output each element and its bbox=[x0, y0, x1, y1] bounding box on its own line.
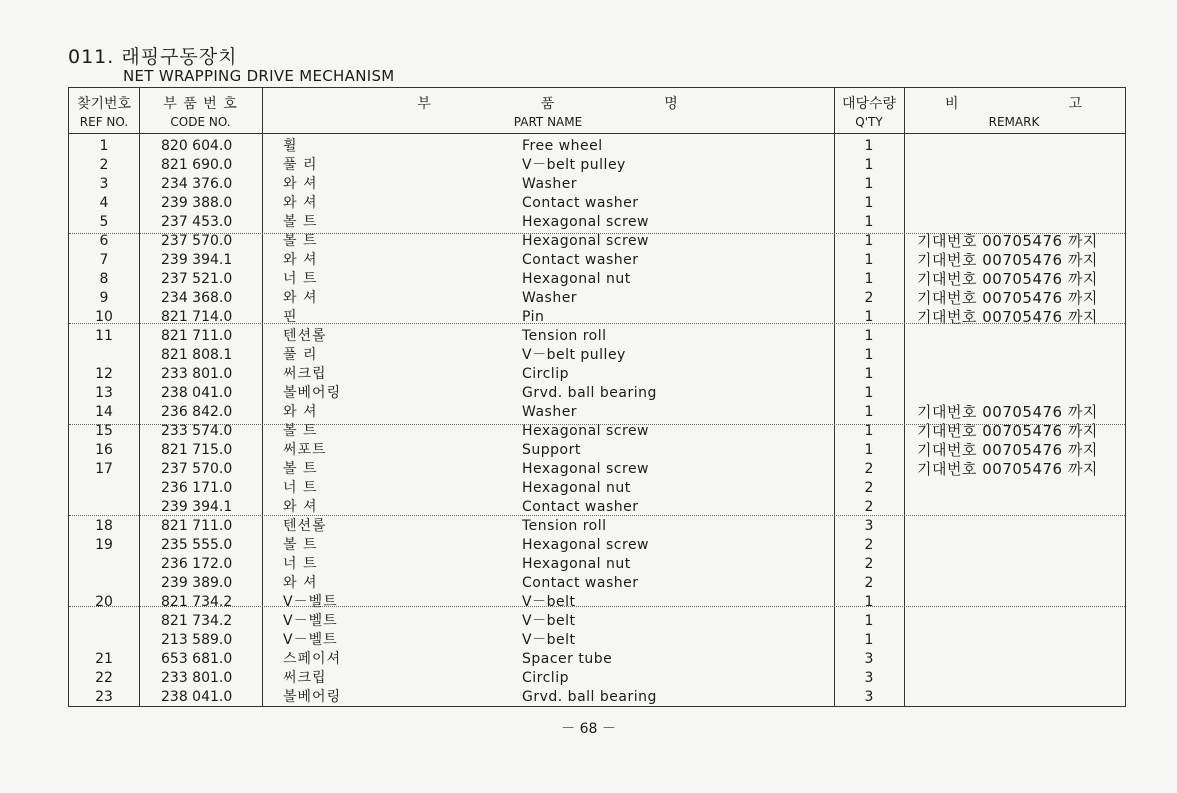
cell-ko: 와 셔 bbox=[283, 290, 318, 306]
cell-ko: 너 트 bbox=[283, 480, 318, 496]
cell-qty: 2 bbox=[864, 480, 874, 496]
cell-qty: 2 bbox=[864, 461, 874, 477]
cell-qty: 1 bbox=[864, 157, 874, 173]
cell-ko: V－벨트 bbox=[283, 632, 338, 648]
cell-en: Grvd. ball bearing bbox=[522, 689, 657, 705]
cell-qty: 2 bbox=[864, 537, 874, 553]
cell-ref: 1 bbox=[99, 138, 109, 154]
cell-ref: 9 bbox=[99, 290, 109, 306]
cell-en: V－belt bbox=[522, 613, 576, 629]
cell-ko: 와 셔 bbox=[283, 176, 318, 192]
cell-en: Contact washer bbox=[522, 499, 639, 515]
cell-qty: 1 bbox=[864, 271, 874, 287]
cell-ko: 텐션롤 bbox=[283, 518, 327, 534]
cell-code: 238 041.0 bbox=[161, 385, 233, 401]
cell-en: Free wheel bbox=[522, 138, 603, 154]
cell-en: Washer bbox=[522, 290, 578, 306]
header-qty-ko: 대당수량 bbox=[841, 96, 897, 112]
cell-ko: V－벨트 bbox=[283, 613, 338, 629]
cell-qty: 1 bbox=[864, 366, 874, 382]
cell-code: 236 172.0 bbox=[161, 556, 233, 572]
cell-ref: 8 bbox=[99, 271, 109, 287]
cell-remark: 기대번호 00705476 까지 bbox=[917, 270, 1098, 288]
cell-ko: 스페이셔 bbox=[283, 651, 342, 667]
title-korean: 011. 래핑구동장치 bbox=[68, 46, 238, 68]
cell-en: Hexagonal screw bbox=[522, 423, 650, 439]
cell-en: Hexagonal screw bbox=[522, 233, 650, 249]
table-row bbox=[69, 175, 1125, 194]
cell-code: 239 389.0 bbox=[161, 575, 233, 591]
cell-en: Hexagonal screw bbox=[522, 537, 650, 553]
cell-remark: 기대번호 00705476 까지 bbox=[917, 308, 1098, 326]
cell-en: Hexagonal screw bbox=[522, 461, 650, 477]
cell-qty: 1 bbox=[864, 214, 874, 230]
table-row bbox=[69, 688, 1125, 707]
cell-code: 237 570.0 bbox=[161, 233, 233, 249]
cell-ko: 풀 리 bbox=[283, 347, 318, 363]
cell-remark: 기대번호 00705476 까지 bbox=[917, 422, 1098, 440]
cell-qty: 2 bbox=[864, 575, 874, 591]
table-row bbox=[69, 574, 1125, 593]
cell-ref: 12 bbox=[95, 366, 113, 382]
cell-ref: 6 bbox=[99, 233, 109, 249]
cell-qty: 3 bbox=[864, 689, 874, 705]
cell-ko: 볼 트 bbox=[283, 233, 318, 249]
cell-ko: 써포트 bbox=[283, 442, 327, 458]
cell-en: Contact washer bbox=[522, 575, 639, 591]
header-ref-ko: 찾기번호 bbox=[76, 96, 132, 112]
cell-qty: 1 bbox=[864, 195, 874, 211]
table-row bbox=[69, 346, 1125, 365]
table-row bbox=[69, 289, 1125, 308]
cell-code: 821 734.2 bbox=[161, 594, 233, 610]
cell-en: V－belt pulley bbox=[522, 347, 626, 363]
table-header bbox=[69, 88, 1125, 134]
header-ref bbox=[69, 88, 139, 134]
cell-en: Hexagonal nut bbox=[522, 556, 631, 572]
header-name-en: PART NAME bbox=[513, 115, 583, 129]
cell-en: Circlip bbox=[522, 366, 569, 382]
cell-qty: 1 bbox=[864, 442, 874, 458]
cell-qty: 3 bbox=[864, 651, 874, 667]
cell-qty: 1 bbox=[864, 423, 874, 439]
cell-en: Grvd. ball bearing bbox=[522, 385, 657, 401]
cell-code: 235 555.0 bbox=[161, 537, 233, 553]
cell-code: 239 388.0 bbox=[161, 195, 233, 211]
cell-code: 213 589.0 bbox=[161, 632, 233, 648]
cell-ref: 7 bbox=[99, 252, 109, 268]
cell-ref: 22 bbox=[95, 670, 113, 686]
cell-ko: 너 트 bbox=[283, 271, 318, 287]
cell-ko: 볼베어링 bbox=[283, 689, 342, 705]
cell-en: Contact washer bbox=[522, 195, 639, 211]
cell-ref: 15 bbox=[95, 423, 113, 439]
cell-ko: 휠 bbox=[283, 138, 298, 154]
cell-qty: 2 bbox=[864, 499, 874, 515]
page-title bbox=[68, 46, 395, 85]
cell-qty: 1 bbox=[864, 632, 874, 648]
header-remark-ko: 비 고 bbox=[944, 96, 1084, 112]
cell-code: 653 681.0 bbox=[161, 651, 233, 667]
table-row bbox=[69, 327, 1125, 346]
header-name bbox=[262, 88, 834, 134]
cell-qty: 1 bbox=[864, 233, 874, 249]
cell-ref: 14 bbox=[95, 404, 113, 420]
cell-code: 821 714.0 bbox=[161, 309, 233, 325]
cell-code: 233 801.0 bbox=[161, 670, 233, 686]
cell-en: Contact washer bbox=[522, 252, 639, 268]
cell-qty: 1 bbox=[864, 309, 874, 325]
table-row bbox=[69, 156, 1125, 175]
cell-remark: 기대번호 00705476 까지 bbox=[917, 403, 1098, 421]
table-row bbox=[69, 270, 1125, 289]
cell-qty: 2 bbox=[864, 556, 874, 572]
cell-ko: 와 셔 bbox=[283, 499, 318, 515]
header-remark bbox=[904, 88, 1124, 134]
cell-en: Support bbox=[522, 442, 581, 458]
cell-ko: 볼 트 bbox=[283, 461, 318, 477]
cell-en: Spacer tube bbox=[522, 651, 613, 667]
page-number: － 68 － bbox=[561, 721, 616, 737]
cell-code: 237 453.0 bbox=[161, 214, 233, 230]
cell-code: 234 368.0 bbox=[161, 290, 233, 306]
header-name-ko: 부 품 명 bbox=[417, 96, 679, 112]
table-row bbox=[69, 422, 1125, 441]
header-remark-en: REMARK bbox=[988, 115, 1040, 129]
cell-en: Washer bbox=[522, 176, 578, 192]
cell-code: 821 711.0 bbox=[161, 518, 233, 534]
table-row bbox=[69, 308, 1125, 327]
table-row bbox=[69, 232, 1125, 251]
cell-code: 233 801.0 bbox=[161, 366, 233, 382]
cell-qty: 3 bbox=[864, 518, 874, 534]
cell-remark: 기대번호 00705476 까지 bbox=[917, 460, 1098, 478]
cell-code: 239 394.1 bbox=[161, 499, 233, 515]
cell-ko: 와 셔 bbox=[283, 404, 318, 420]
cell-en: Circlip bbox=[522, 670, 569, 686]
cell-ko: 풀 리 bbox=[283, 157, 318, 173]
cell-code: 237 570.0 bbox=[161, 461, 233, 477]
cell-code: 821 711.0 bbox=[161, 328, 233, 344]
cell-code: 821 734.2 bbox=[161, 613, 233, 629]
cell-ko: 볼 트 bbox=[283, 423, 318, 439]
cell-ko: 텐션롤 bbox=[283, 328, 327, 344]
cell-ref: 3 bbox=[99, 176, 109, 192]
header-code-ko: 부 품 번 호 bbox=[163, 96, 238, 112]
cell-code: 820 604.0 bbox=[161, 138, 233, 154]
header-code-en: CODE NO. bbox=[170, 115, 231, 129]
parts-table bbox=[68, 87, 1126, 707]
table-row bbox=[69, 612, 1125, 631]
table-row bbox=[69, 669, 1125, 688]
cell-ref: 4 bbox=[99, 195, 109, 211]
cell-qty: 1 bbox=[864, 252, 874, 268]
title-english: NET WRAPPING DRIVE MECHANISM bbox=[123, 67, 395, 85]
cell-code: 238 041.0 bbox=[161, 689, 233, 705]
cell-code: 236 842.0 bbox=[161, 404, 233, 420]
cell-ref: 2 bbox=[99, 157, 109, 173]
cell-qty: 1 bbox=[864, 613, 874, 629]
cell-ref: 20 bbox=[95, 594, 113, 610]
cell-ko: V－벨트 bbox=[283, 594, 338, 610]
table-row bbox=[69, 213, 1125, 232]
cell-code: 237 521.0 bbox=[161, 271, 233, 287]
cell-qty: 1 bbox=[864, 328, 874, 344]
cell-ko: 너 트 bbox=[283, 556, 318, 572]
cell-remark: 기대번호 00705476 까지 bbox=[917, 289, 1098, 307]
cell-code: 236 171.0 bbox=[161, 480, 233, 496]
cell-en: Pin bbox=[522, 309, 545, 325]
cell-ref: 10 bbox=[95, 309, 113, 325]
cell-code: 821 690.0 bbox=[161, 157, 233, 173]
header-ref-en: REF NO. bbox=[79, 115, 129, 129]
cell-ref: 17 bbox=[95, 461, 113, 477]
header-code bbox=[139, 88, 262, 134]
cell-code: 234 376.0 bbox=[161, 176, 233, 192]
table-row bbox=[69, 517, 1125, 536]
cell-ko: 핀 bbox=[283, 309, 298, 325]
cell-ref: 16 bbox=[95, 442, 113, 458]
cell-ref: 21 bbox=[95, 651, 113, 667]
cell-code: 821 715.0 bbox=[161, 442, 233, 458]
table-row bbox=[69, 593, 1125, 612]
cell-en: Washer bbox=[522, 404, 578, 420]
table-row bbox=[69, 536, 1125, 555]
cell-ko: 볼베어링 bbox=[283, 385, 342, 401]
cell-en: Tension roll bbox=[522, 518, 607, 534]
cell-en: Hexagonal nut bbox=[522, 271, 631, 287]
cell-ref: 18 bbox=[95, 518, 113, 534]
table-row bbox=[69, 441, 1125, 460]
header-qty-en: Q'TY bbox=[855, 115, 883, 129]
cell-remark: 기대번호 00705476 까지 bbox=[917, 251, 1098, 269]
cell-remark: 기대번호 00705476 까지 bbox=[917, 441, 1098, 459]
table-row bbox=[69, 650, 1125, 669]
cell-code: 233 574.0 bbox=[161, 423, 233, 439]
table-row bbox=[69, 194, 1125, 213]
table-row bbox=[69, 555, 1125, 574]
cell-remark: 기대번호 00705476 까지 bbox=[917, 232, 1098, 250]
cell-qty: 1 bbox=[864, 404, 874, 420]
cell-ko: 와 셔 bbox=[283, 252, 318, 268]
cell-ref: 11 bbox=[95, 328, 113, 344]
cell-qty: 1 bbox=[864, 594, 874, 610]
cell-qty: 1 bbox=[864, 385, 874, 401]
cell-ref: 19 bbox=[95, 537, 113, 553]
table-row bbox=[69, 631, 1125, 650]
table-row bbox=[69, 384, 1125, 403]
cell-qty: 1 bbox=[864, 347, 874, 363]
cell-ko: 써크립 bbox=[283, 366, 327, 382]
cell-qty: 3 bbox=[864, 670, 874, 686]
cell-ko: 와 셔 bbox=[283, 195, 318, 211]
table-row bbox=[69, 460, 1125, 479]
cell-ko: 써크립 bbox=[283, 670, 327, 686]
cell-ref: 5 bbox=[99, 214, 109, 230]
cell-ko: 와 셔 bbox=[283, 575, 318, 591]
cell-en: Hexagonal screw bbox=[522, 214, 650, 230]
cell-en: Hexagonal nut bbox=[522, 480, 631, 496]
cell-en: V－belt bbox=[522, 594, 576, 610]
cell-en: Tension roll bbox=[522, 328, 607, 344]
header-qty bbox=[834, 88, 904, 134]
cell-en: V－belt pulley bbox=[522, 157, 626, 173]
cell-qty: 2 bbox=[864, 290, 874, 306]
table-row bbox=[69, 251, 1125, 270]
table-body bbox=[69, 137, 1125, 707]
cell-ko: 볼 트 bbox=[283, 214, 318, 230]
table-row bbox=[69, 365, 1125, 384]
cell-ref: 23 bbox=[95, 689, 113, 705]
cell-qty: 1 bbox=[864, 176, 874, 192]
cell-code: 239 394.1 bbox=[161, 252, 233, 268]
table-row bbox=[69, 137, 1125, 156]
table-row bbox=[69, 498, 1125, 517]
cell-en: V－belt bbox=[522, 632, 576, 648]
cell-code: 821 808.1 bbox=[161, 347, 233, 363]
table-row bbox=[69, 479, 1125, 498]
table-row bbox=[69, 403, 1125, 422]
cell-ko: 볼 트 bbox=[283, 537, 318, 553]
cell-qty: 1 bbox=[864, 138, 874, 154]
cell-ref: 13 bbox=[95, 385, 113, 401]
